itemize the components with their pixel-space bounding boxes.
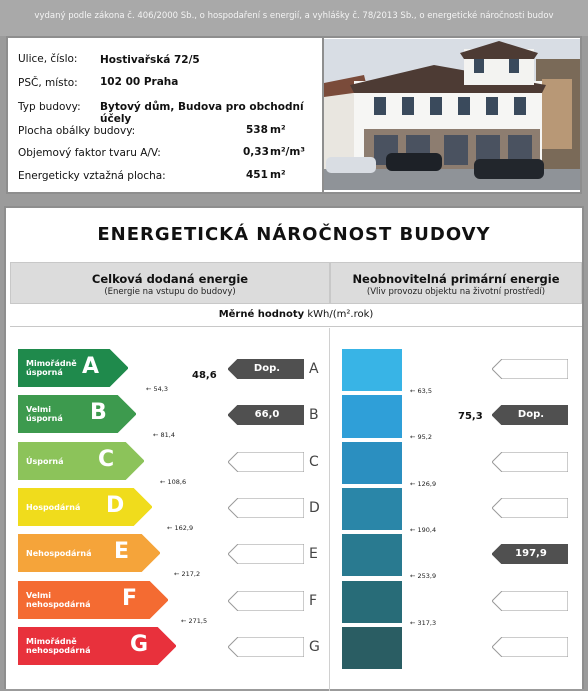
street-label: Ulice, číslo:: [18, 53, 78, 65]
left-threshold-f: ← 271,5: [181, 616, 208, 625]
left-threshold-a: ← 54,3: [146, 385, 168, 393]
primary-energy-bar-c: [342, 442, 402, 484]
right-marker-e-text: 197,9: [515, 548, 547, 560]
row-letter-g: G: [309, 638, 320, 655]
primary-energy-bar-a: [342, 349, 402, 391]
class-label-c: [26, 457, 64, 466]
right-threshold-a: ← 63,5: [410, 387, 432, 395]
class-letter-e: E: [114, 539, 130, 565]
building-type-label: Typ budovy:: [18, 101, 81, 113]
right-heading: Neobnovitelná primární energie: [352, 272, 560, 286]
building-info-box: [6, 36, 582, 194]
right-marker-g: [492, 637, 568, 657]
row-letter-d: D: [309, 499, 320, 516]
class-label-f: [26, 591, 90, 609]
class-label-g: [26, 637, 90, 655]
units-row: [10, 304, 582, 327]
legal-header: [0, 0, 588, 36]
reference-area-unit: m²: [270, 169, 286, 181]
left-threshold-c: ← 108,6: [160, 477, 187, 486]
right-threshold-c: ← 126,9: [410, 479, 437, 488]
left-threshold-b: ← 81,4: [153, 431, 175, 440]
left-subheading: (Energie na vstupu do budovy): [104, 287, 236, 297]
zip-label: PSČ, místo:: [18, 77, 78, 89]
left-marker-b: [228, 405, 304, 425]
reference-area-label: Energeticky vztažná plocha:: [18, 170, 166, 182]
left-threshold-e: ← 217,2: [174, 570, 201, 579]
row-letter-c: C: [309, 453, 319, 470]
class-letter-b: B: [90, 400, 107, 426]
class-label-a: [26, 359, 77, 377]
class-label-line1-g: Mimořádně: [26, 636, 77, 646]
right-marker-d: [492, 498, 568, 518]
class-label-line2-a: úsporná: [26, 368, 63, 377]
left-heading: Celková dodaná energie: [91, 272, 249, 286]
class-label-line1-b: Velmi: [26, 405, 51, 415]
shape-factor-unit: m²/m³: [270, 146, 305, 158]
rating-title: ENERGETICKÁ NÁROČNOST BUDOVY: [97, 224, 491, 245]
right-column-header: [330, 262, 582, 304]
row-letter-b: B: [309, 407, 319, 424]
left-threshold-d: ← 162,9: [167, 523, 194, 532]
primary-energy-bar-d: [342, 488, 402, 530]
left-marker-a: [228, 359, 304, 379]
column-divider: [329, 328, 330, 691]
class-letter-f: F: [122, 585, 138, 611]
class-label-line1-d: Hospodárná: [26, 502, 81, 512]
envelope-area-label: Plocha obálky budovy:: [18, 125, 136, 137]
class-label-d: [26, 503, 80, 512]
left-marker-c: [228, 452, 304, 472]
class-label-line2-g: nehospodárná: [26, 645, 91, 655]
row-letter-e: E: [309, 546, 318, 563]
street-value: Hostivařská 72/5: [100, 54, 200, 66]
primary-energy-bar-e: [342, 534, 402, 576]
class-label-line2-f: nehospodárná: [26, 599, 91, 609]
primary-energy-bar-b: [342, 395, 402, 437]
envelope-area-value: 538: [246, 124, 268, 136]
class-letter-d: D: [106, 492, 125, 518]
right-subheading: (Vliv provozu objektu na životní prostředí): [366, 287, 546, 297]
rating-panel: [4, 206, 584, 689]
right-marker-b: [492, 405, 568, 425]
row-letter-a: A: [309, 361, 319, 377]
building-details: [8, 38, 322, 192]
left-marker-a-text: Dop.: [253, 363, 281, 374]
right-threshold-f: ← 317,3: [410, 618, 437, 627]
left-marker-e: [228, 544, 304, 564]
class-label-line2-b: úsporná: [26, 414, 63, 424]
legal-text: vydaný podle zákona č. 406/2000 Sb., o hospodaření s energií, a vyhlášky č. 78/2013 Sb., o energetické náročnosti budov: [34, 11, 554, 21]
left-marker-b-text: 66,0: [254, 409, 280, 421]
reference-area-value: 451: [246, 169, 268, 181]
class-label-e: [26, 549, 91, 558]
class-letter-c: C: [98, 446, 115, 472]
envelope-area-unit: m²: [270, 124, 286, 136]
units-label: Měrné hodnoty: [218, 309, 305, 320]
right-threshold-d: ← 190,4: [410, 525, 437, 534]
right-threshold-b: ← 95,2: [410, 433, 432, 442]
units-unit: kWh/(m².rok): [307, 309, 374, 320]
right-marker-e: [492, 544, 568, 564]
right-marker-a: [492, 359, 568, 379]
class-letter-g: G: [130, 631, 149, 657]
primary-energy-bar-f: [342, 581, 402, 623]
class-label-line1-e: Nehospodárná: [26, 549, 92, 559]
class-label-line1-c: Úsporná: [26, 456, 64, 466]
class-label-b: [26, 405, 63, 423]
left-marker-f: [228, 591, 304, 611]
right-total-value: 75,3: [458, 411, 483, 423]
left-marker-g: [228, 637, 304, 657]
right-marker-f: [492, 591, 568, 611]
zip-value: 102 00 Praha: [100, 76, 179, 88]
class-label-line1-f: Velmi: [26, 590, 51, 600]
right-marker-c: [492, 452, 568, 472]
primary-energy-bar-g: [342, 627, 402, 669]
class-label-line1-a: Mimořádně: [26, 359, 77, 368]
left-total-value: 48,6: [192, 370, 217, 381]
building-photo: [324, 39, 580, 190]
shape-factor-value: 0,33: [243, 146, 269, 158]
class-letter-a: A: [82, 354, 100, 379]
row-letter-f: F: [309, 592, 318, 609]
left-marker-d: [228, 498, 304, 518]
left-column-header: [10, 262, 330, 304]
right-threshold-e: ← 253,9: [410, 572, 437, 581]
right-marker-b-text: Dop.: [517, 409, 545, 421]
shape-factor-label: Objemový faktor tvaru A/V:: [18, 147, 161, 159]
building-type-value: Bytový dům, Budova pro obchodní účely: [100, 101, 304, 125]
